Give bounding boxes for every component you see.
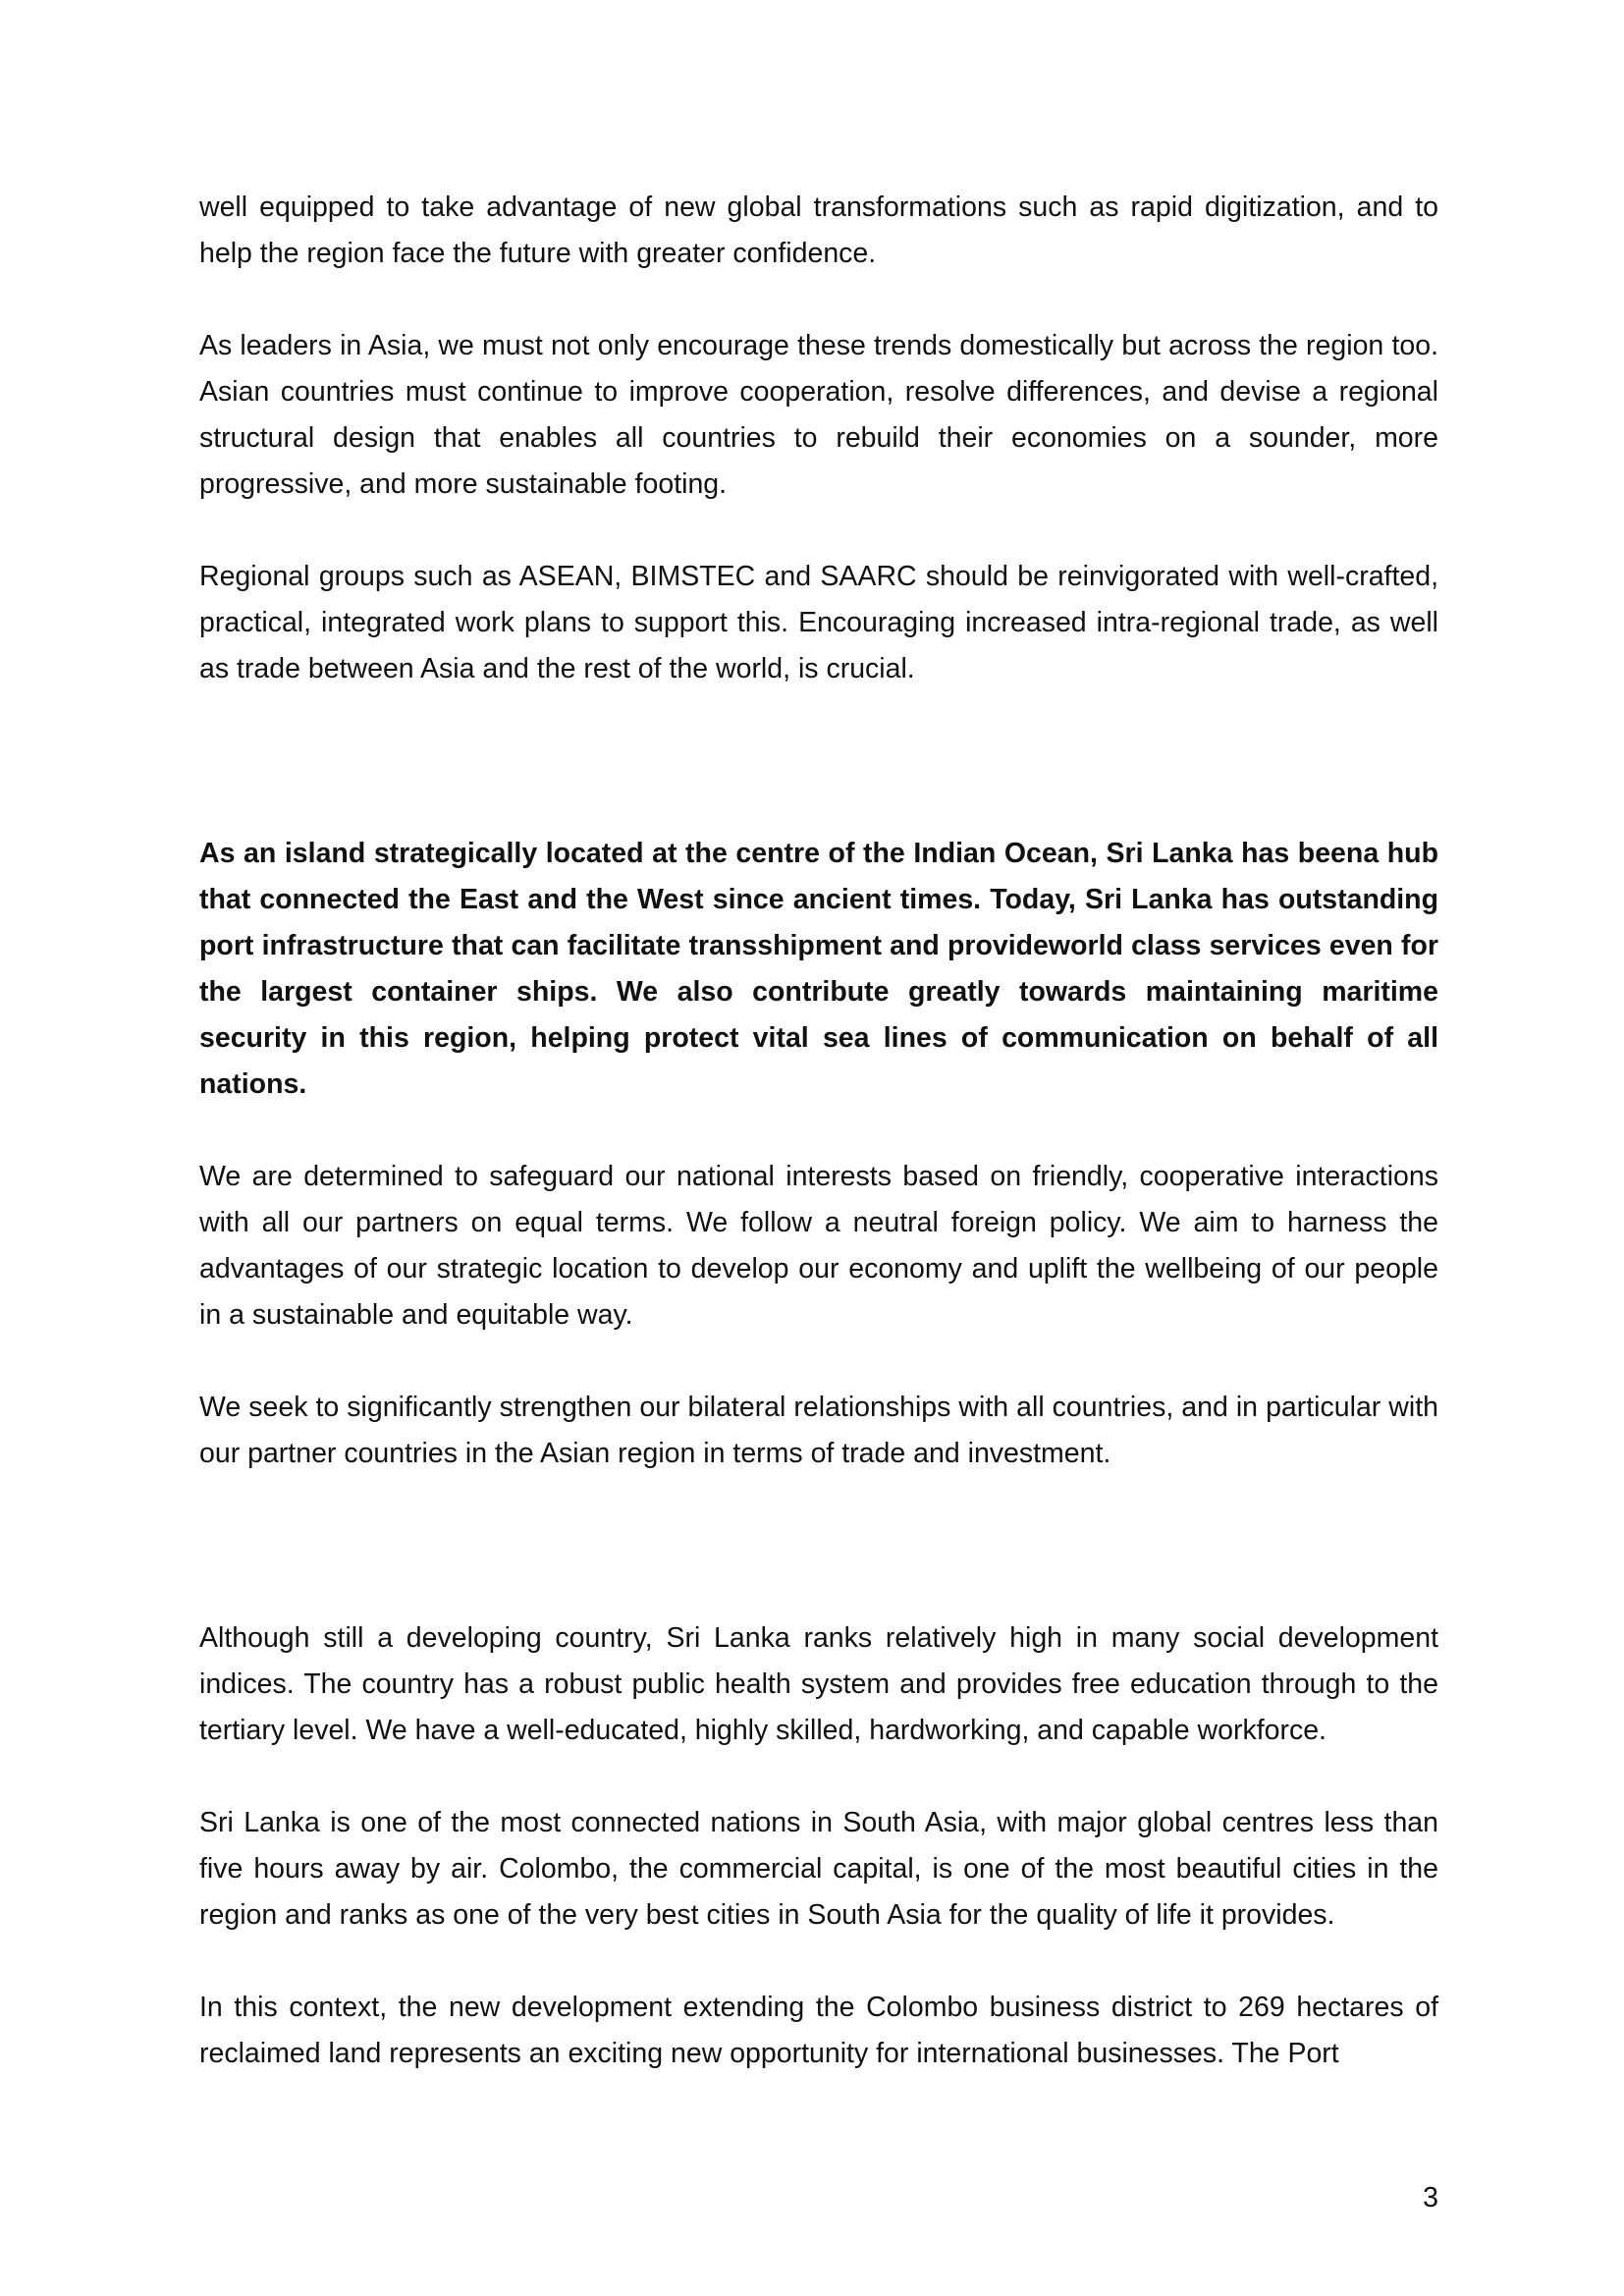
paragraph-gap [199, 1339, 1438, 1385]
paragraph-connected-nations: Sri Lanka is one of the most connected nations in South Asia, with major global centres less than five hours away by air. Colombo, the commercial capital, is one of the most beautiful cities in the region and ranks as one of the very best cities in South Asia for the quality of life it provides. [199, 1807, 1438, 1931]
paragraph-regional-groups: Regional groups such as ASEAN, BIMSTEC and SAARC should be reinvigorated with well-crafted, practical, integrated work plans to support this. Encouraging increased intra-regional trade, as well as trade between Asia and the rest of the world, is crucial. [199, 561, 1438, 684]
page-body [199, 185, 1438, 2077]
paragraph-national-interests: We are determined to safeguard our national interests based on friendly, cooperative interactions with all our partners on equal terms. We follow a neutral foreign policy. We aim to harness the advantages of our strategic location to develop our economy and uplift the wellbeing of our people in a sustainable and equitable way. [199, 1161, 1438, 1331]
paragraph-colombo-development: In this context, the new development extending the Colombo business district to 269 hectares of reclaimed land represents an exciting new opportunity for international businesses. The Port [199, 1992, 1438, 2069]
page-number: 3 [1423, 2182, 1438, 2214]
paragraph-gap [199, 1754, 1438, 1800]
paragraph-bilateral-relationships: We seek to significantly strengthen our bilateral relationships with all countries, and in particular with our partner countries in the Asian region in terms of trade and investment. [199, 1392, 1438, 1469]
section-gap [199, 1477, 1438, 1615]
paragraph-strategic-location-bold: As an island strategically located at the centre of the Indian Ocean, Sri Lanka has beena hub that connected the East and the West since ancient times. Today, Sri Lanka has outstanding port infrastructure that can facilitate transshipment and provideworld class services even for the largest container ships. We also contribute greatly towards maintaining maritime security in this region, helping protect vital sea lines of communication on behalf of all nations. [199, 838, 1438, 1100]
paragraph-gap [199, 277, 1438, 323]
paragraph-gap [199, 1108, 1438, 1154]
paragraph-social-development: Although still a developing country, Sri Lanka ranks relatively high in many social development indices. The country has a robust public health system and provides free education through to the tertiary level. We have a well-educated, highly skilled, hardworking, and capable workforce. [199, 1622, 1438, 1746]
paragraph-leaders-in-asia: As leaders in Asia, we must not only encourage these trends domestically but across the region too. Asian countries must continue to improve cooperation, resolve differences, and devise a regional structural design that enables all countries to rebuild their economies on a sounder, more progressive, and more sustainable footing. [199, 330, 1438, 500]
paragraph-gap [199, 1939, 1438, 1985]
section-gap [199, 692, 1438, 831]
paragraph-digitization: well equipped to take advantage of new global transformations such as rapid digitization, and to help the region face the future with greater confidence. [199, 191, 1438, 269]
paragraph-gap [199, 508, 1438, 554]
